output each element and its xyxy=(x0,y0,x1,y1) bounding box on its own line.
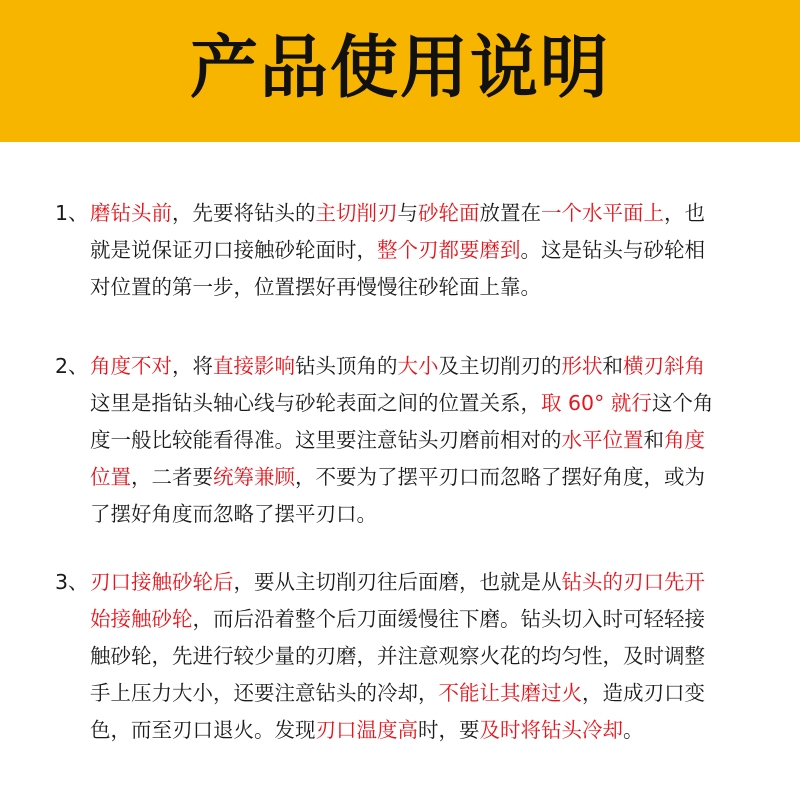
highlighted-text: 角度不对 xyxy=(90,354,172,378)
highlighted-text: 一个水平面上 xyxy=(541,201,664,225)
body-text: 手上压力大小，还要注意钻头的冷却， xyxy=(90,681,439,705)
text-line xyxy=(55,348,755,385)
highlighted-text: 刃口接触砂轮后 xyxy=(90,570,234,594)
line-content xyxy=(90,195,755,232)
highlighted-text: 及时将钻头冷却 xyxy=(479,718,623,742)
highlighted-text: 大小 xyxy=(397,354,439,378)
page-title: 产品使用说明 xyxy=(189,29,610,108)
item-number: 3、 xyxy=(55,570,89,594)
body-text: ，将 xyxy=(172,354,213,378)
highlighted-text: 角度 xyxy=(664,428,705,452)
header-banner xyxy=(0,0,800,142)
body-text: 度一般比较能看得准。这里要注意钻头刃磨前相对的 xyxy=(90,428,562,452)
line-content xyxy=(90,232,755,269)
body-text: 与 xyxy=(397,201,418,225)
body-text: 色，而至刃口退火。发现 xyxy=(90,718,316,742)
line-content xyxy=(90,564,755,601)
body-text: 和 xyxy=(602,354,623,378)
highlighted-text: 横刃斜角 xyxy=(623,354,705,378)
body-text: 这个角 xyxy=(651,391,714,415)
body-text: 。 xyxy=(623,718,644,742)
text-line xyxy=(55,195,755,232)
line-content xyxy=(90,496,755,533)
text-line xyxy=(55,675,755,712)
instruction-item-1 xyxy=(55,195,755,306)
body-text: 触砂轮，先进行较少量的刃磨，并注意观察火花的均匀性，及时调整 xyxy=(90,644,705,668)
body-text: 时，要 xyxy=(418,718,480,742)
text-line xyxy=(55,601,755,638)
text-line xyxy=(55,385,755,422)
highlighted-text: 整个刃都要磨到 xyxy=(377,238,521,262)
line-content xyxy=(90,459,755,496)
body-text: ，要从主切削刃往后面磨，也就是从 xyxy=(233,570,562,594)
highlighted-text: 钻头的刃口先开 xyxy=(561,570,705,594)
highlighted-text: 不能让其磨过火 xyxy=(438,681,582,705)
text-line xyxy=(55,232,755,269)
body-text: 就是说保证刃口接触砂轮面时， xyxy=(90,238,377,262)
item-number: 1、 xyxy=(55,201,89,225)
text-line xyxy=(55,638,755,675)
body-text: ，也 xyxy=(664,201,705,225)
line-content xyxy=(90,601,755,638)
body-text: 。这是钻头与砂轮相 xyxy=(520,238,705,262)
body-text: ，二者要 xyxy=(131,465,213,489)
instruction-item-2 xyxy=(55,348,755,533)
line-content xyxy=(90,385,755,422)
line-content xyxy=(90,422,755,459)
body-text: 这里是指钻头轴心线与砂轮表面之间的位置关系， xyxy=(90,391,541,415)
text-line xyxy=(55,269,755,306)
text-line xyxy=(55,564,755,601)
text-line xyxy=(55,422,755,459)
body-text: 钻头顶角的 xyxy=(295,354,398,378)
body-text: ，先要将钻头的 xyxy=(172,201,316,225)
line-content xyxy=(90,675,755,712)
body-text: ，造成刃口变 xyxy=(582,681,705,705)
highlighted-text: 磨钻头前 xyxy=(90,201,172,225)
line-content xyxy=(90,348,755,385)
line-content xyxy=(90,269,755,306)
highlighted-text: 位置 xyxy=(90,465,131,489)
text-line xyxy=(55,712,755,749)
highlighted-text: 取 60° 就行 xyxy=(541,391,652,415)
highlighted-text: 直接影响 xyxy=(213,354,295,378)
highlighted-text: 形状 xyxy=(561,354,603,378)
item-number: 2、 xyxy=(55,354,89,378)
body-text: ，而后沿着整个后刀面缓慢往下磨。钻头切入时可轻轻接 xyxy=(192,607,705,631)
body-text: 和 xyxy=(643,428,664,452)
instruction-item-3 xyxy=(55,564,755,749)
text-line xyxy=(55,496,755,533)
body-text: 及主切削刃的 xyxy=(438,354,562,378)
text-line xyxy=(55,459,755,496)
highlighted-text: 始接触砂轮 xyxy=(90,607,193,631)
body-text: 了摆好角度而忽略了摆平刃口。 xyxy=(90,502,377,526)
highlighted-text: 主切削刃 xyxy=(315,201,398,225)
body-text: 对位置的第一步，位置摆好再慢慢往砂轮面上靠。 xyxy=(90,275,541,299)
highlighted-text: 刃口温度高 xyxy=(315,718,418,742)
body-text: 放置在 xyxy=(479,201,541,225)
line-content xyxy=(90,638,755,675)
highlighted-text: 水平位置 xyxy=(561,428,644,452)
body-text: ，不要为了摆平刃口而忽略了摆好角度，或为 xyxy=(295,465,705,489)
highlighted-text: 砂轮面 xyxy=(418,201,480,225)
line-content xyxy=(90,712,755,749)
highlighted-text: 统筹兼顾 xyxy=(213,465,295,489)
